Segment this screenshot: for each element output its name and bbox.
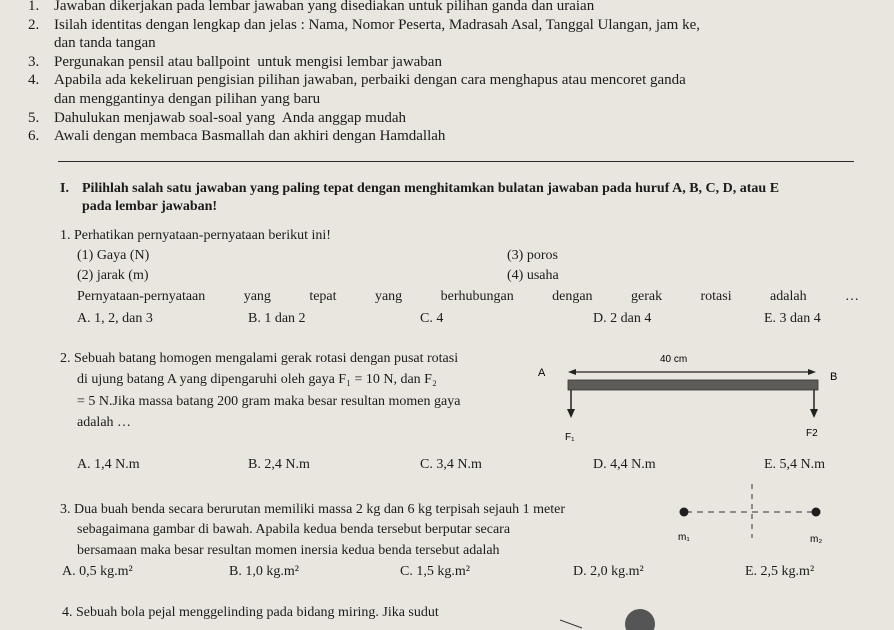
word: yang	[243, 289, 271, 304]
rod-end-b-label: B	[830, 371, 838, 383]
word: gerak	[630, 289, 663, 304]
q1-option-e: E. 3 dan 4	[764, 311, 821, 326]
instruction-item	[28, 109, 868, 128]
instruction-item	[28, 71, 868, 108]
instruction-number: 2.	[28, 16, 40, 33]
q2-option-e: E. 5,4 N.m	[764, 457, 826, 472]
mass-m1	[680, 508, 689, 517]
rolling-ball-figure	[560, 600, 680, 630]
section-instruction-cont: pada lembar jawaban!	[82, 199, 218, 214]
rod-figure	[530, 348, 850, 446]
q2-option-c: C. 3,4 N.m	[420, 457, 482, 472]
mass-m2-label: m₂	[810, 534, 823, 545]
instruction-item	[28, 16, 868, 53]
instruction-number: 5.	[28, 109, 40, 126]
force-f1-arrowhead	[567, 409, 575, 418]
rod-length-label: 40 cm	[660, 354, 688, 365]
rod-end-a-label: A	[538, 367, 546, 379]
q3-option-c: C. 1,5 kg.m²	[400, 564, 470, 579]
instruction-text: Awali dengan membaca Basmallah dan akhiri dengan Hamdallah	[54, 128, 446, 145]
instruction-item	[28, 0, 868, 16]
q2-line-4: adalah …	[77, 415, 132, 430]
dimension-arrowhead-left	[568, 369, 576, 375]
q1-option-a: A. 1, 2, dan 3	[77, 311, 153, 326]
word: berhubungan	[440, 289, 514, 304]
q1-option-d: D. 2 dan 4	[593, 311, 652, 326]
instruction-text: Apabila ada kekeliruan pengisian pilihan jawaban, perbaiki dengan cara menghapus atau mencoret ganda dan menggantinya dengan pilihan yang baru	[54, 72, 686, 107]
homogeneous-rod	[568, 380, 818, 390]
q2-line-3: = 5 N.Jika massa batang 200 gram maka besar resultan momen gaya	[77, 394, 461, 409]
q2-option-b: B. 2,4 N.m	[248, 457, 310, 472]
instruction-text: Isilah identitas dengan lengkap dan jelas : Nama, Nomor Peserta, Madrasah Asal, Tanggal Ulangan, jam ke, dan tanda tangan	[54, 16, 700, 52]
masses-figure	[664, 482, 844, 548]
instruction-text: Dahulukan menjawab soal-soal yang Anda anggap mudah	[54, 109, 406, 126]
word: rotasi	[700, 289, 732, 304]
q1-statement	[77, 289, 859, 305]
q2-line-1: 2. Sebuah batang homogen mengalami gerak rotasi dengan pusat rotasi	[60, 351, 459, 366]
word: yang	[374, 289, 403, 304]
instruction-number: 6.	[28, 128, 40, 145]
word: Pernyataan-pernyataan	[77, 289, 206, 304]
q2-option-a: A. 1,4 N.m	[77, 457, 140, 472]
instruction-number: 1.	[28, 0, 40, 14]
section-instruction: Pilihlah salah satu jawaban yang paling tepat dengan menghitamkan bulatan jawaban pada huruf A, B, C, D, atau E	[82, 181, 780, 196]
q3-line-2: sebagaimana gambar di bawah. Apabila kedua benda tersebut berputar secara	[77, 522, 511, 537]
q3-line-1: 3. Dua buah benda secara berurutan memiliki massa 2 kg dan 6 kg terpisah sejauh 1 meter	[60, 502, 566, 517]
instruction-item	[28, 127, 868, 146]
q1-item-1: (1) Gaya (N)	[77, 248, 150, 263]
instruction-text: Pergunakan pensil atau ballpoint untuk mengisi lembar jawaban	[54, 53, 442, 70]
q1-option-c: C. 4	[420, 311, 444, 326]
dimension-arrowhead-right	[808, 369, 816, 375]
word: …	[844, 289, 859, 304]
force-f2-label: F2	[806, 428, 818, 439]
divider	[58, 161, 854, 162]
word: adalah	[770, 289, 807, 304]
q3-option-b: B. 1,0 kg.m²	[229, 564, 299, 579]
word: tepat	[309, 289, 337, 304]
instruction-item	[28, 53, 868, 72]
instructions-list	[28, 0, 868, 146]
q3-option-d: D. 2,0 kg.m²	[573, 564, 644, 579]
q2-option-d: D. 4,4 N.m	[593, 457, 656, 472]
instruction-text: Jawaban dikerjakan pada lembar jawaban yang disediakan untuk pilihan ganda dan uraian	[54, 0, 595, 14]
section-heading	[60, 180, 860, 216]
force-f1-label: F₁	[565, 432, 575, 443]
q1-item-2: (2) jarak (m)	[77, 268, 149, 283]
mass-m2	[812, 508, 821, 517]
q1-option-b: B. 1 dan 2	[248, 311, 306, 326]
question-1-stem: 1. Perhatikan pernyataan-pernyataan berikut ini!	[60, 228, 331, 243]
force-f2-arrowhead	[810, 409, 818, 418]
q3-option-e: E. 2,5 kg.m²	[745, 564, 815, 579]
word: dengan	[552, 289, 593, 304]
q4-stem: 4. Sebuah bola pejal menggelinding pada bidang miring. Jika sudut	[62, 605, 439, 620]
solid-ball	[625, 609, 655, 630]
q1-item-3: (3) poros	[507, 248, 558, 263]
incline-line	[560, 620, 582, 628]
instruction-number: 3.	[28, 53, 40, 70]
mass-m1-label: m₁	[678, 532, 690, 543]
q3-option-a: A. 0,5 kg.m²	[62, 564, 133, 579]
instruction-number: 4.	[28, 72, 40, 89]
q2-line-2: di ujung batang A yang dipengaruhi oleh gaya F₁ = 10 N, dan F₂	[77, 372, 437, 387]
q3-line-3: bersamaan maka besar resultan momen inersia kedua benda tersebut adalah	[77, 543, 500, 558]
section-number: I.	[60, 181, 69, 196]
q1-item-4: (4) usaha	[507, 268, 559, 283]
